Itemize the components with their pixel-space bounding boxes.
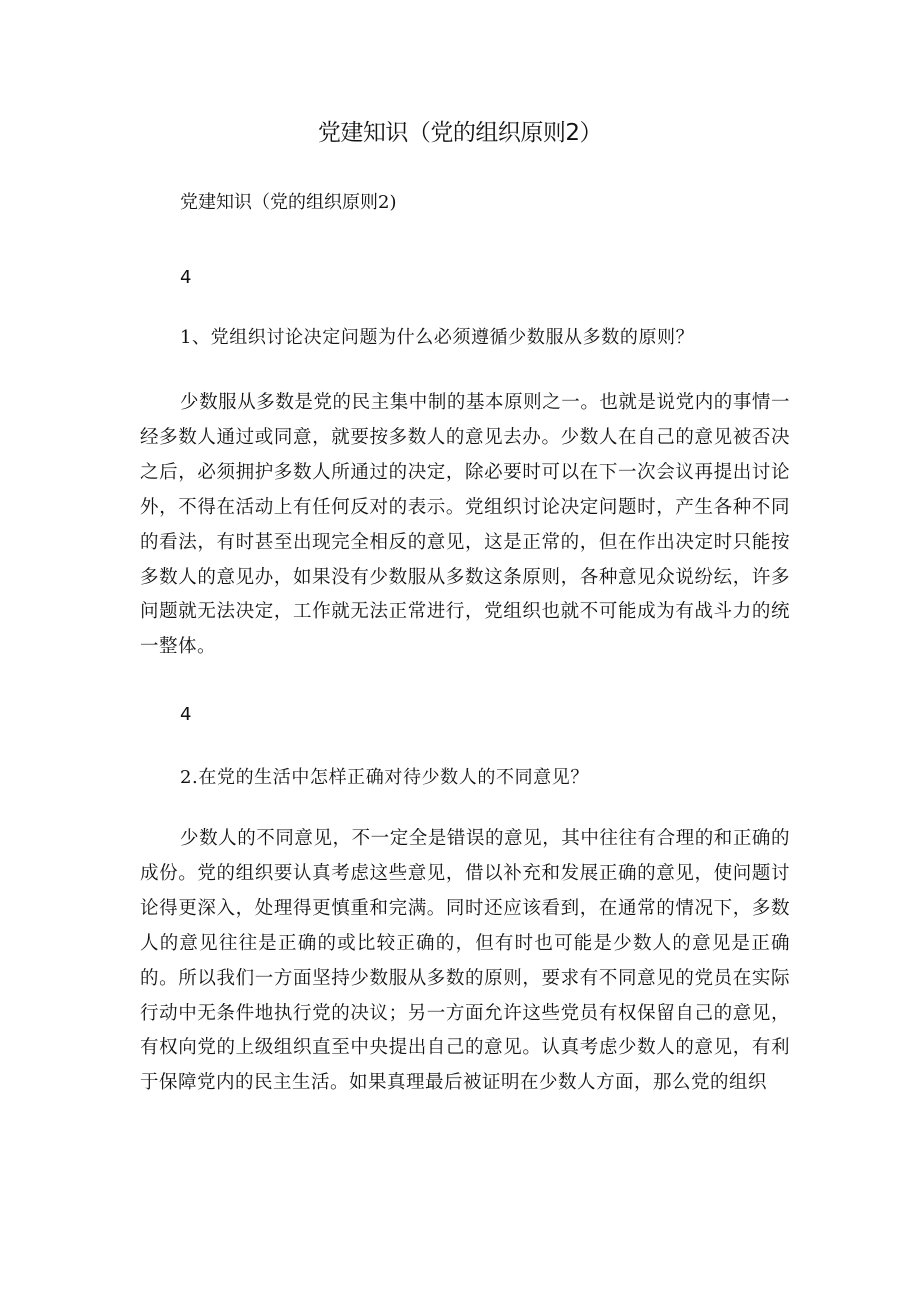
section-number: 4: [180, 267, 192, 288]
section-question: 1、党组织讨论决定问题为什么必须遵循少数服从多数的原则？: [180, 327, 695, 348]
document-subtitle: 党建知识（党的组织原则2): [180, 192, 397, 213]
document-title: 党建知识（党的组织原则2）: [317, 120, 603, 146]
section-number: 4: [180, 704, 192, 725]
section-answer: 少数人的不同意见，不一定全是错误的意见，其中往往有合理的和正确的成份。党的组织要认真考虑这些意见，借以补充和发展正确的意见，使问题讨论得更深入，处理得更慎重和完满。同时还应该看到，在通常的情况下，多数人的意见往往是正确的或比较正确的，但有时也可能是少数人的意见是正确的。所以我们一方面坚持少数服从多数的原则，要求有不同意见的党员在实际行动中无条件地执行党的决议；另一方面允许这些党员有权保留自己的意见，有权向党的上级组织直至中央提出自己的意见。认真考虑少数人的意见，有利于保障党内的民主生活。如果真理最后被证明在少数人方面，那么党的组织: [140, 828, 790, 1094]
section-question: 2.在党的生活中怎样正确对待少数人的不同意见？: [180, 767, 589, 788]
section-answer: 少数服从多数是党的民主集中制的基本原则之一。也就是说党内的事情一经多数人通过或同意，就要按多数人的意见去办。少数人在自己的意见被否决之后，必须拥护多数人所通过的决定，除必要时可以在下一次会议再提出讨论外，不得在活动上有任何反对的表示。党组织讨论决定问题时，产生各种不同的看法，有时甚至出现完全相反的意见，这是正常的，但在作出决定时只能按多数人的意见办，如果没有少数服从多数这条原则，各种意见众说纷纭，许多问题就无法决定，工作就无法正常进行，党组织也就不可能成为有战斗力的统一整体。: [140, 392, 790, 658]
